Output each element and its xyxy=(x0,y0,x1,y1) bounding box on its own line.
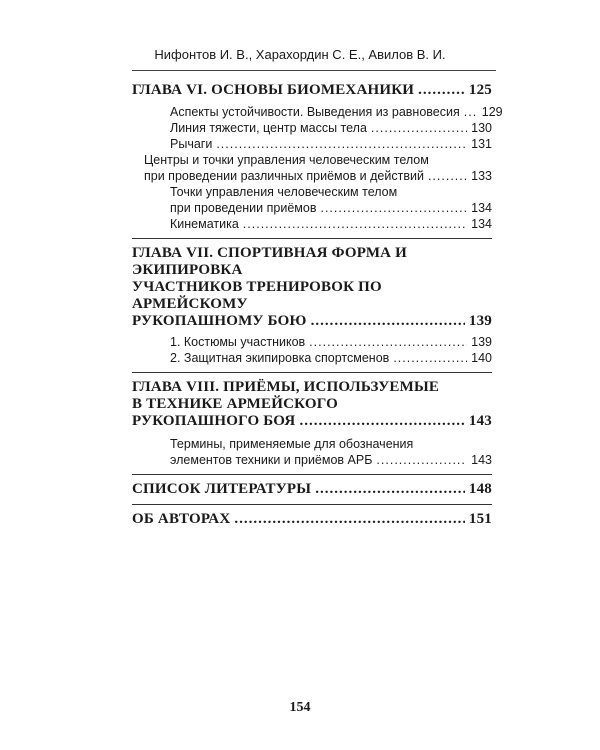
leader-dots xyxy=(371,120,467,136)
leader-dots xyxy=(309,334,467,350)
toc-chapter-7-title: РУКОПАШНОМУ БОЮ xyxy=(132,313,307,329)
leader-dots xyxy=(315,481,465,498)
toc-chapter-8[interactable] xyxy=(132,379,492,430)
toc-item[interactable] xyxy=(132,104,503,120)
leader-dots xyxy=(464,104,478,120)
section-divider xyxy=(132,504,492,505)
toc-references[interactable] xyxy=(132,481,492,498)
toc-references-title: СПИСОК ЛИТЕРАТУРЫ xyxy=(132,481,312,497)
toc-item[interactable] xyxy=(132,136,492,152)
leader-dots xyxy=(234,511,465,528)
toc-item-page: 130 xyxy=(471,121,492,135)
leader-dots xyxy=(376,452,467,468)
toc-item[interactable] xyxy=(132,152,492,184)
leader-dots xyxy=(418,82,465,99)
toc-item-page: 139 xyxy=(471,335,492,349)
toc-item-text: Аспекты устойчивости. Выведения из равновесия xyxy=(170,105,460,119)
toc-item[interactable] xyxy=(132,216,492,232)
toc-item-text: при проведении различных приёмов и действий xyxy=(144,169,424,183)
table-of-contents xyxy=(132,82,503,528)
toc-item-text: элементов техники и приёмов АРБ xyxy=(170,453,373,467)
toc-item[interactable] xyxy=(132,350,492,366)
toc-item-text: Точки управления человеческим телом xyxy=(170,185,398,199)
toc-about-authors[interactable] xyxy=(132,511,492,528)
toc-chapter-8-title: В ТЕХНИКЕ АРМЕЙСКОГО xyxy=(132,396,338,412)
toc-item-text: Линия тяжести, центр массы тела xyxy=(170,121,367,135)
header-rule xyxy=(132,70,496,71)
running-header-authors: Нифонтов И. В., Харахордин С. Е., Авилов В. И. xyxy=(154,47,446,62)
leader-dots xyxy=(299,413,464,430)
section-divider xyxy=(132,238,492,239)
toc-item-page: 140 xyxy=(471,351,492,365)
toc-chapter-7[interactable] xyxy=(132,245,492,330)
toc-references-page: 148 xyxy=(468,481,492,497)
toc-item[interactable] xyxy=(132,120,492,136)
leader-dots xyxy=(428,168,467,184)
toc-chapter-6-page: 125 xyxy=(468,82,492,98)
toc-item[interactable] xyxy=(132,436,492,468)
toc-item-page: 131 xyxy=(471,137,492,151)
section-divider xyxy=(132,474,492,475)
toc-about-authors-title: ОБ АВТОРАХ xyxy=(132,511,231,527)
toc-item-text: Кинематика xyxy=(170,217,239,231)
toc-item[interactable] xyxy=(132,334,492,350)
leader-dots xyxy=(243,216,467,232)
toc-chapter-8-title: ГЛАВА VIII. ПРИЁМЫ, ИСПОЛЬЗУЕМЫЕ xyxy=(132,379,440,395)
toc-item-text: Центры и точки управления человеческим телом xyxy=(144,153,429,167)
toc-chapter-7-title: ГЛАВА VII. СПОРТИВНАЯ ФОРМА И ЭКИПИРОВКА xyxy=(132,245,408,278)
toc-item-text: 2. Защитная экипировка спортсменов xyxy=(170,351,390,365)
toc-chapter-7-page: 139 xyxy=(468,313,492,329)
toc-about-authors-page: 151 xyxy=(468,511,492,527)
toc-item-text: 1. Костюмы участников xyxy=(170,335,306,349)
toc-item[interactable] xyxy=(132,184,492,216)
leader-dots xyxy=(393,350,467,366)
toc-item-text: при проведении приёмов xyxy=(170,201,317,215)
toc-item-page: 129 xyxy=(481,105,503,119)
page-number: 154 xyxy=(289,700,311,715)
toc-chapter-8-title: РУКОПАШНОГО БОЯ xyxy=(132,413,296,429)
toc-item-text: Рычаги xyxy=(170,137,213,151)
leader-dots xyxy=(320,200,467,216)
toc-chapter-6-title: ГЛАВА VI. ОСНОВЫ БИОМЕХАНИКИ xyxy=(132,82,415,98)
toc-item-page: 134 xyxy=(471,201,492,215)
toc-chapter-8-page: 143 xyxy=(468,413,492,429)
toc-item-text: Термины, применяемые для обозначения xyxy=(170,437,414,451)
toc-item-page: 143 xyxy=(471,453,492,467)
section-divider xyxy=(132,372,492,373)
toc-chapter-7-title: УЧАСТНИКОВ ТРЕНИРОВОК ПО АРМЕЙСКОМУ xyxy=(132,279,382,312)
leader-dots xyxy=(311,313,465,330)
toc-item-page: 134 xyxy=(471,217,492,231)
leader-dots xyxy=(216,136,467,152)
toc-chapter-6[interactable] xyxy=(132,82,492,99)
toc-item-page: 133 xyxy=(471,169,492,183)
